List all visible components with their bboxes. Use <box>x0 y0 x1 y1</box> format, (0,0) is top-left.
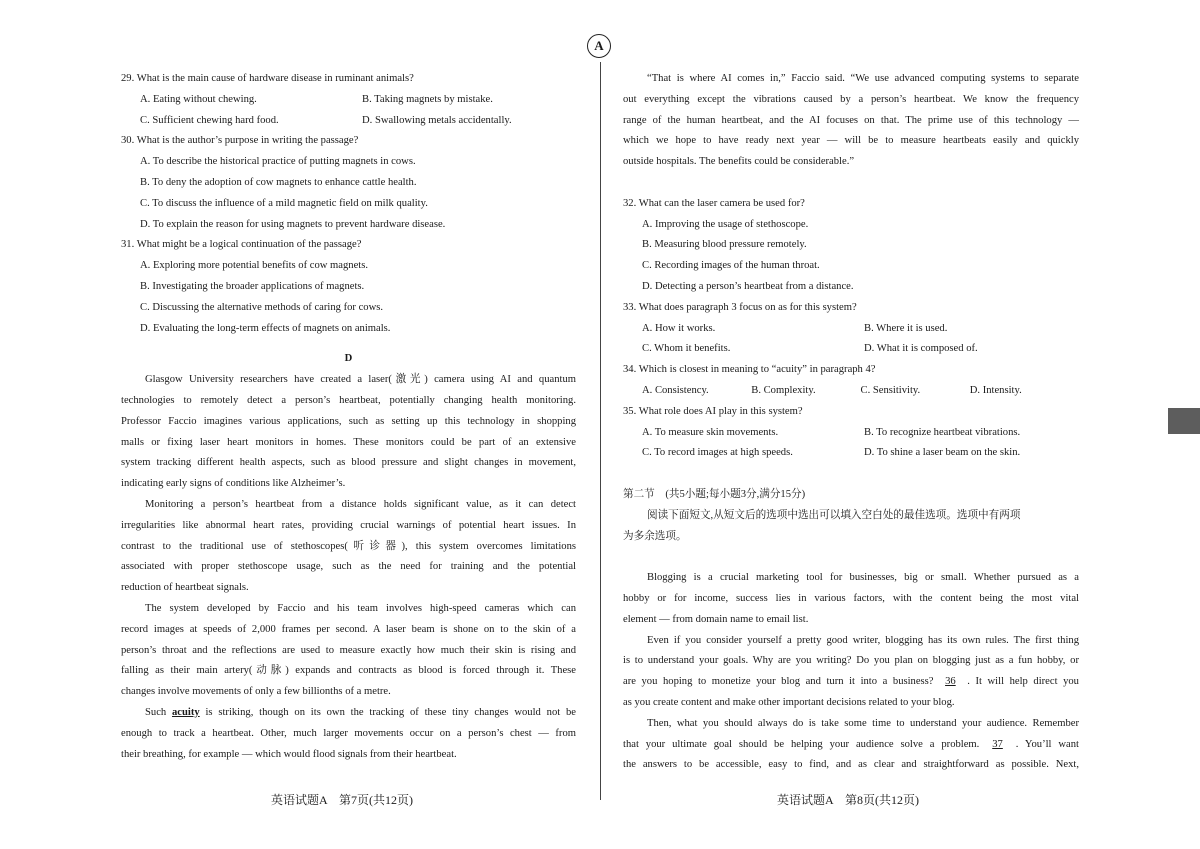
column-divider <box>600 62 601 800</box>
passage-p1-line: system tracking different health aspects, such as blood pressure and slight changes in movement, <box>121 457 576 469</box>
passage-p2-line: reduction of heartbeat signals. <box>121 582 249 594</box>
q31-option-c: C. Discussing the alternative methods of caring for cows. <box>140 301 384 313</box>
page-marker-letter: A <box>594 38 604 53</box>
spacer <box>623 547 1079 568</box>
blog-p1-line: element — from domain name to email list. <box>623 613 809 625</box>
q35-options-row-1 <box>623 423 1079 444</box>
question-31: 31. What might be a logical continuation of the passage? <box>121 239 362 251</box>
blog-p3-l2-end: . You’ll want <box>1008 738 1079 750</box>
blog-p3-line: the answers to be accessible, easy to find, and as clear and straightforward as possible. Next, <box>623 759 1079 771</box>
q32-option-a: A. Improving the usage of stethoscope. <box>642 218 809 230</box>
q32-option-b: B. Measuring blood pressure remotely. <box>642 239 807 251</box>
passage-p3-line: falling as their main artery(动脉) expands and contracts as blood is forced through it. These <box>121 665 576 677</box>
question-34: 34. Which is closest in meaning to “acuity” in paragraph 4? <box>623 364 876 376</box>
acuity-underlined-word: acuity <box>172 706 200 718</box>
section-2-instruction-line: 阅读下面短文,从短文后的选项中选出可以填入空白处的最佳选项。选项中有两项 <box>647 509 1021 521</box>
q35-option-c: C. To record images at high speeds. <box>642 447 793 459</box>
p4-start-text: Such <box>145 706 172 718</box>
q34-option-a: A. Consistency. <box>642 384 709 396</box>
page-footer-left: 英语试题A 第7页(共12页) <box>271 793 413 807</box>
page-footer-right: 英语试题A 第8页(共12页) <box>777 793 919 807</box>
blog-p2-line: Even if you consider yourself a pretty good writer, blogging has its own rules. The first thing <box>647 634 1079 646</box>
passage-p4-line <box>121 703 576 724</box>
q33-option-c: C. Whom it benefits. <box>642 343 731 355</box>
q33-option-b: B. Where it is used. <box>864 322 948 334</box>
q29-option-c: C. Sufficient chewing hard food. <box>140 114 279 126</box>
question-33: 33. What does paragraph 3 focus on as for this system? <box>623 301 857 313</box>
question-35: 35. What role does AI play in this system? <box>623 405 803 417</box>
page-marker-circle <box>587 34 611 58</box>
p4-rest-text: is striking, though on its own the tracking of these tiny changes would not be <box>199 706 576 718</box>
right-column <box>623 69 1079 776</box>
passage-p2-line: irregularities like abnormal heart rates, providing crucial warnings of potential heart issues. In <box>121 519 576 531</box>
passage-p1-line: Glasgow University researchers have created a laser(激光) camera using AI and quantum <box>145 374 576 386</box>
question-32: 32. What can the laser camera be used for? <box>623 197 805 209</box>
spacer <box>623 464 1079 485</box>
passage-d-title: D <box>344 353 353 365</box>
passage-p3-line: person’s throat and the reflections are used to measure exactly how much their skin is rising and <box>121 644 576 656</box>
passage-p2-line: associated with proper stethoscope usage, such as the need for training and the potential <box>121 561 576 573</box>
q31-option-a: A. Exploring more potential benefits of cow magnets. <box>140 260 369 272</box>
blog-p1-line: hobby or for income, success lies in various factors, with the content being the most vital <box>623 592 1079 604</box>
q29-option-d: D. Swallowing metals accidentally. <box>362 114 512 126</box>
q34-option-c: C. Sensitivity. <box>860 384 921 396</box>
q31-option-b: B. Investigating the broader applications of magnets. <box>140 280 365 292</box>
blog-p2-line <box>623 672 1079 693</box>
section-2-instruction-line: 为多余选项。 <box>623 530 687 542</box>
q29-option-b: B. Taking magnets by mistake. <box>362 93 493 105</box>
edge-tab-marker <box>1168 408 1200 434</box>
left-column <box>121 69 576 765</box>
passage-p5-line: out everything except the vibrations caused by a person’s heartbeat. We know the frequency <box>623 93 1079 105</box>
q32-option-c: C. Recording images of the human throat. <box>642 260 820 272</box>
blog-p2-line: as you create content and make other important decisions related to your blog. <box>623 696 955 708</box>
spacer <box>623 173 1079 194</box>
q35-option-d: D. To shine a laser beam on the skin. <box>864 447 1021 459</box>
passage-p5-line: “That is where AI comes in,” Faccio said. “We use advanced computing systems to separate <box>647 73 1079 84</box>
blog-p2-line: is to understand your goals. Why are you writing? Do you plan on blogging just as a fun hobby, or <box>623 655 1079 667</box>
q35-option-a: A. To measure skin movements. <box>642 426 779 438</box>
passage-p4-line: their breathing, for example — which would flood signals from their heartbeat. <box>121 748 457 760</box>
blog-p1-line: Blogging is a crucial marketing tool for businesses, big or small. Whether pursued as a <box>647 572 1079 584</box>
q30-option-d: D. To explain the reason for using magnets to prevent hardware disease. <box>140 218 446 230</box>
blog-p3-line <box>623 735 1079 756</box>
q30-option-b: B. To deny the adoption of cow magnets to enhance cattle health. <box>140 176 417 188</box>
q33-options-row-2 <box>623 339 1079 360</box>
q29-options-row-2 <box>121 111 576 132</box>
q29-option-a: A. Eating without chewing. <box>140 93 257 105</box>
q30-option-c: C. To discuss the influence of a mild magnetic field on milk quality. <box>140 197 428 209</box>
q35-option-b: B. To recognize heartbeat vibrations. <box>864 426 1021 438</box>
q35-options-row-2 <box>623 443 1079 464</box>
passage-p3-line: The system developed by Faccio and his team involves high-speed cameras which can <box>145 602 576 614</box>
blog-p3-l2-start: that your ultimate goal should be helping your audience solve a problem. <box>623 738 987 750</box>
q30-option-a: A. To describe the historical practice of putting magnets in cows. <box>140 156 416 168</box>
q34-option-d: D. Intensity. <box>969 384 1022 396</box>
passage-p2-line: Monitoring a person’s heartbeat from a distance holds significant value, as it can detect <box>145 498 576 510</box>
passage-p3-line: record images at speeds of 2,000 frames per second. A laser beam is shone on to the skin of a <box>121 623 576 635</box>
q34-option-b: B. Complexity. <box>751 384 816 396</box>
passage-p5-line: which we hope to have ready next year — will be to measure heartbeats easily and quickly <box>623 135 1079 147</box>
q33-option-d: D. What it is composed of. <box>864 343 978 355</box>
q31-option-d: D. Evaluating the long-term effects of magnets on animals. <box>140 322 391 334</box>
passage-p1-line: technologies to remotely detect a person’s heartbeat, potentially changing health monitoring. <box>121 394 576 406</box>
blank-36: 36 <box>945 676 956 688</box>
question-29: 29. What is the main cause of hardware disease in ruminant animals? <box>121 73 414 84</box>
passage-p5-line: outside hospitals. The benefits could be considerable.” <box>623 156 855 168</box>
blank-37: 37 <box>992 738 1003 750</box>
section-2-title: 第二节 (共5小题;每小题3分,满分15分) <box>623 488 806 500</box>
q34-options-row <box>623 381 1079 402</box>
passage-p5-line: range of the human heartbeat, and the AI focuses on that. The prime use of this technology — <box>623 114 1079 126</box>
passage-p2-line: contrast to the traditional use of stethoscopes(听诊器), this system overcomes limitations <box>121 540 576 552</box>
passage-p1-line: indicating early signs of conditions like Alzheimer’s. <box>121 478 346 490</box>
q29-options-row-1 <box>121 90 576 111</box>
blog-p2-l3-start: are you hoping to monetize your blog and turn it into a business? <box>623 676 940 688</box>
blog-p3-line: Then, what you should always do is take some time to understand your audience. Remember <box>647 717 1079 729</box>
passage-p4-line: enough to track a heartbeat. Other, much larger movements occur on a person’s chest — from <box>121 727 576 739</box>
q33-options-row-1 <box>623 319 1079 340</box>
q33-option-a: A. How it works. <box>642 322 716 334</box>
question-30: 30. What is the author’s purpose in writing the passage? <box>121 135 359 147</box>
passage-p1-line: malls or fixing laser heart monitors in homes. These monitors could be part of an extensive <box>121 436 576 448</box>
blog-p2-l3-end: . It will help direct you <box>961 676 1079 688</box>
q32-option-d: D. Detecting a person’s heartbeat from a distance. <box>642 280 854 292</box>
passage-p1-line: Professor Faccio imagines various applications, such as setting up this technology in shopping <box>121 415 576 427</box>
passage-p3-line: changes involve movements of only a few billionths of a metre. <box>121 686 391 698</box>
